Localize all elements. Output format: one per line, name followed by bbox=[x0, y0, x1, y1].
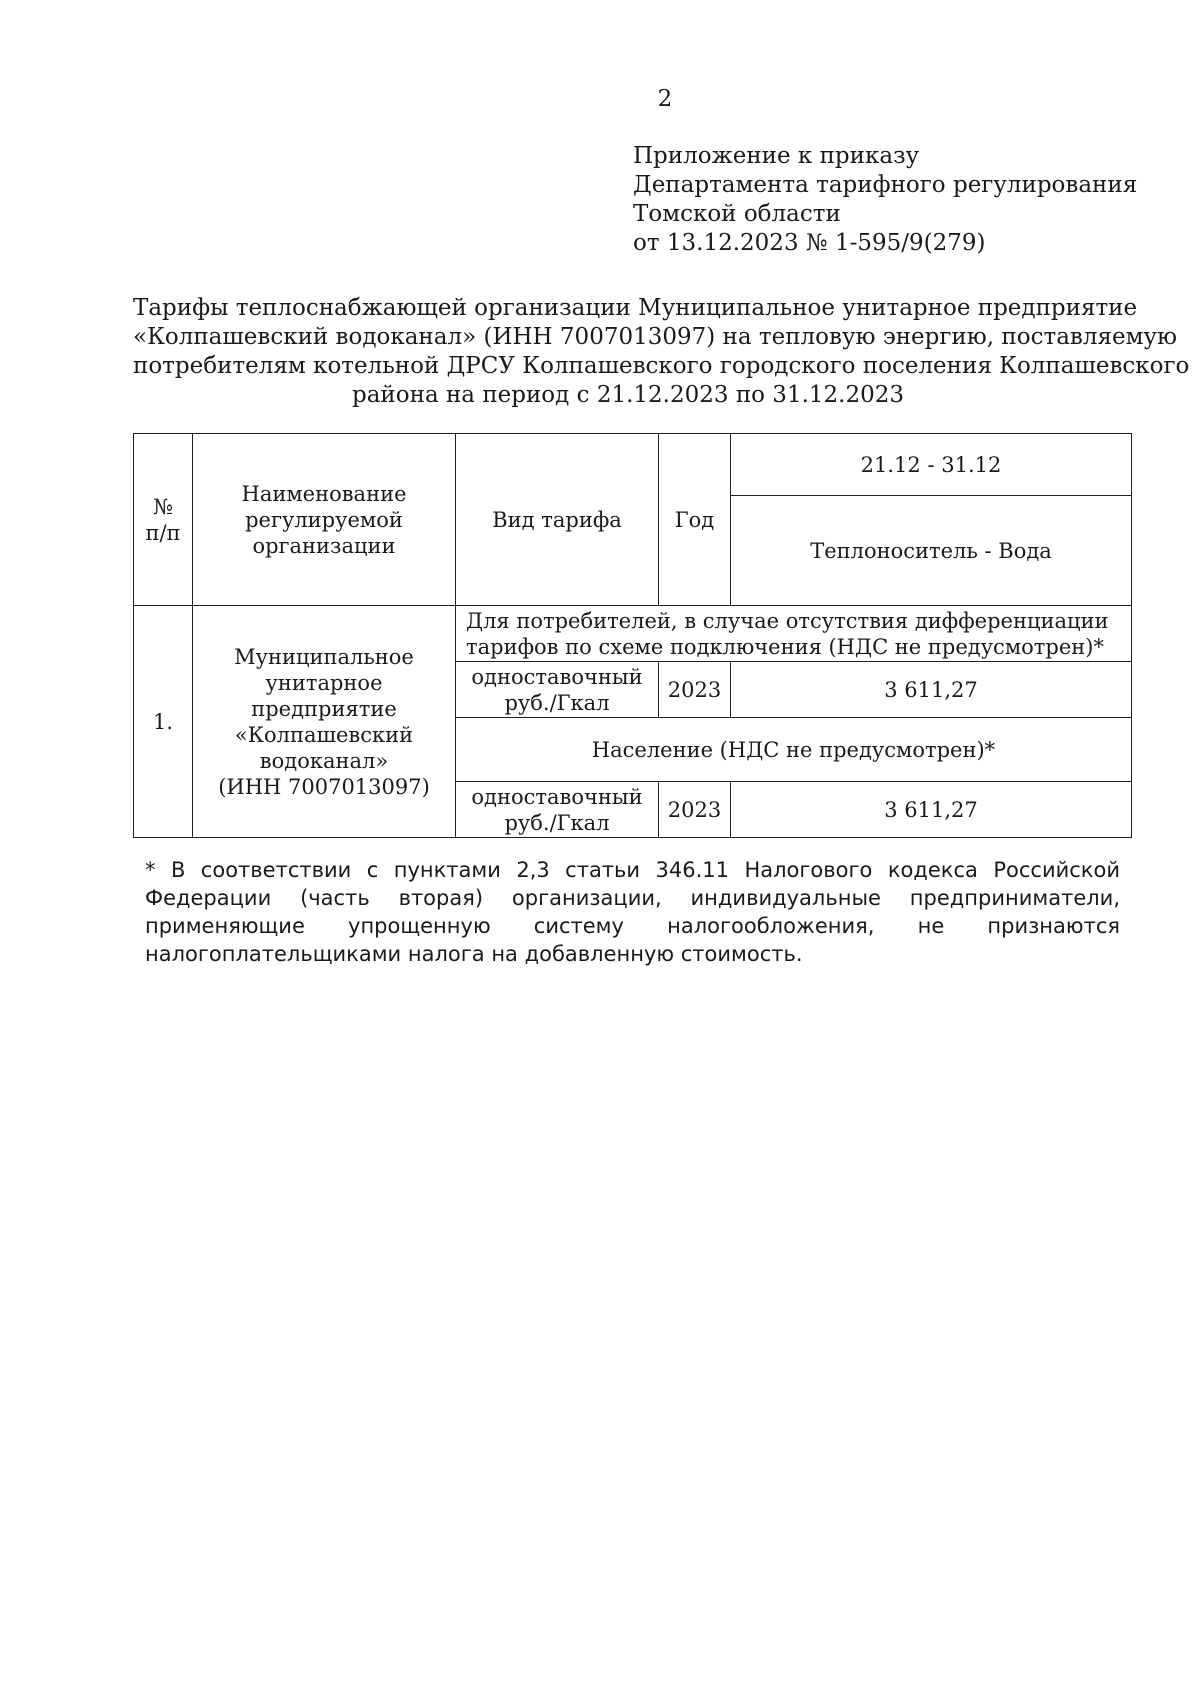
header-tariff-type: Вид тарифа bbox=[456, 434, 659, 606]
appendix-line-4: от 13.12.2023 № 1-595/9(279) bbox=[633, 230, 986, 256]
title-line-4: района на период с 21.12.2023 по 31.12.2023 bbox=[352, 382, 904, 408]
row-org-line-6: (ИНН 7007013097) bbox=[218, 774, 430, 799]
section-consumers bbox=[456, 606, 1132, 662]
tariff-type-cell bbox=[456, 662, 659, 718]
page-number: 2 bbox=[657, 86, 673, 112]
document-title bbox=[133, 294, 1190, 410]
appendix-line-2: Департамента тарифного регулирования bbox=[633, 172, 1138, 198]
row-org-line-2: унитарное bbox=[265, 670, 383, 695]
header-organization bbox=[193, 434, 456, 606]
tariff-year-cell: 2023 bbox=[659, 782, 731, 838]
tariff-value-cell: 3 611,27 bbox=[731, 662, 1132, 718]
table-row bbox=[134, 606, 1132, 662]
header-period: 21.12 - 31.12 bbox=[731, 434, 1132, 496]
header-org-line-1: Наименование bbox=[241, 481, 407, 506]
row-org-line-1: Муниципальное bbox=[234, 644, 414, 669]
header-number-line-2: п/п bbox=[145, 520, 181, 545]
section-population: Население (НДС не предусмотрен)* bbox=[456, 718, 1132, 782]
tariff-type-cell bbox=[456, 782, 659, 838]
row-org-line-4: «Колпашевский bbox=[234, 722, 414, 747]
tariff-type-line-1: одноставочный bbox=[471, 784, 643, 809]
section-consumers-line-1: Для потребителей, в случае отсутствия дифференциации bbox=[466, 608, 1109, 633]
header-org-line-2: регулируемой bbox=[245, 507, 403, 532]
row-org-line-3: предприятие bbox=[251, 696, 397, 721]
appendix-line-1: Приложение к приказу bbox=[633, 143, 920, 169]
appendix-line-3: Томской области bbox=[633, 201, 841, 227]
tariff-type-line-2: руб./Гкал bbox=[504, 690, 610, 715]
row-organization bbox=[193, 606, 456, 838]
title-line-1: Тарифы теплоснабжающей организации Муниципальное унитарное предприятие bbox=[133, 295, 1138, 321]
header-org-line-3: организации bbox=[252, 533, 396, 558]
title-line-3: потребителям котельной ДРСУ Колпашевского городского поселения Колпашевского bbox=[133, 353, 1190, 379]
footnote: * В соответствии с пунктами 2,3 статьи 346.11 Налогового кодекса Российской Федерации (часть вторая) организации, индивидуальные предприниматели, применяющие упрощенную систему налогообложения, не признаются налогоплательщиками налога на добавленную стоимость. bbox=[145, 858, 1120, 966]
title-line-2: «Колпашевский водоканал» (ИНН 7007013097) на тепловую энергию, поставляемую bbox=[133, 324, 1178, 350]
row-org-line-5: водоканал» bbox=[259, 748, 389, 773]
row-number: 1. bbox=[134, 606, 193, 838]
appendix-reference bbox=[633, 142, 1137, 258]
header-heat-carrier: Теплоноситель - Вода bbox=[731, 496, 1132, 606]
tariff-value-cell: 3 611,27 bbox=[731, 782, 1132, 838]
tariff-year-cell: 2023 bbox=[659, 662, 731, 718]
tariff-table bbox=[133, 433, 1132, 838]
tariff-type-line-2: руб./Гкал bbox=[504, 810, 610, 835]
tariff-type-line-1: одноставочный bbox=[471, 664, 643, 689]
header-year: Год bbox=[659, 434, 731, 606]
header-number-line-1: № bbox=[153, 494, 173, 519]
header-number bbox=[134, 434, 193, 606]
table-header-row bbox=[134, 434, 1132, 496]
section-consumers-line-2: тарифов по схеме подключения (НДС не предусмотрен)* bbox=[466, 634, 1104, 659]
